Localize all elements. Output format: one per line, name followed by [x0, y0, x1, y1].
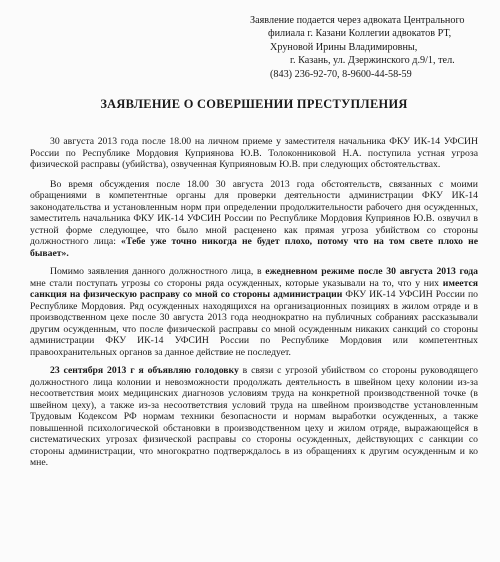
address-line: Хруновой Ирины Владимировны,: [270, 41, 418, 53]
quoted-threat: «Тебе уже точно никогда не будет плохо, потому что на том свете плохо не бывает».: [30, 236, 478, 259]
paragraph-3-text-b: мне стали поступать угрозы со стороны ряда осужденных, которые указывали на то, что у них: [30, 277, 443, 289]
document-title: ЗАЯВЛЕНИЕ О СОВЕРШЕНИИ ПРЕСТУПЛЕНИЯ: [100, 97, 408, 112]
paragraph-3-bold-b: имеется санкция на физическую расправу со мной со стороны администрации: [30, 277, 478, 301]
address-line: филиала г. Казани Коллегии адвокатов РТ,: [268, 28, 452, 40]
hunger-strike-date: 23 сентября 2013 г я объявляю голодовку: [50, 365, 239, 377]
paragraph-3-text-c: ФКУ ИК-14 УФСИН России по Республике Мордовия. Ряд осужденных находящихся на организационных позициях в жилом отряде и в производственном цехе после 30 августа 2013 года неоднократно на публичных собраниях рассказывали другим осужденным, что после физической расправы со мной осужденным никаких санкций со стороны администрации ФКУ ИК-14 УФСИН России по Республике Мордовия или компетентных правоохранительных органов за данное действие не последует.: [30, 289, 478, 358]
paragraph-1: 30 августа 2013 года после 18.00 на личном приеме у заместителя начальника ФКУ ИК-14 УФСИН России по Республике Мордовия Куприянова Ю.В. Толоконниковой Н.А. поступила устная угроза физической расправы (убийства), озвученная Куприяновым Ю.В. при следующих обстоятельствах.: [30, 136, 478, 171]
paragraph-3: [30, 266, 478, 358]
paragraph-4: [30, 365, 478, 469]
paragraph-2-text: Во время обсуждения после 18.00 30 августа 2013 года обстоятельств, связанных с моими обращениями в компетентные органы для проверки деятельности администрации ФКУ ИК-14 законодательства и установленным норм при определении продолжительности рабочего дня осужденных, заместитель начальника ФКУ ИК-14 УФСИН России по Республике Мордовия Куприянов Ю.В. озвучил в устной форме следующее, что было мной расценено как прямая угроза убийством со стороны должностного лица:: [30, 178, 478, 248]
address-line: г. Казань, ул. Дзержинского д.9/1, тел.: [290, 55, 455, 67]
paragraph-4-text: в связи с угрозой убийством со стороны руководящего должностного лица колонии и невозможности продолжать деятельность в швейном цеху колонии из-за несоответствия моих медицинских диагнозов условиям труда на конкретной производственной точке (в швейном цеху), а также из-за несоответствия условий труда на швейном производстве установленным Трудовым Кодексом РФ нормам техники безопасности и нормам выработки осужденных, а также повышенной психологической обстановки в производственном цеху и жилом отряде, выражающейся в систематических угрозах физической расправы со стороны осужденных, действующих с санкции со стороны администрации, что многократно подтверждалось в из обращениях к другим осужденным и ко мне.: [30, 365, 478, 469]
paragraph-3-bold-a: ежедневном режиме после 30 августа 2013 года: [265, 266, 478, 278]
paragraph-3-text-a: Помимо заявления данного должностного лица, в: [50, 266, 266, 278]
address-line: Заявление подается через адвоката Центрального: [250, 15, 465, 26]
document-body: [30, 136, 478, 469]
header-address: [250, 14, 478, 81]
paragraph-2: [30, 179, 478, 260]
address-line: (843) 236-92-70, 8-9600-44-58-59: [270, 68, 412, 80]
